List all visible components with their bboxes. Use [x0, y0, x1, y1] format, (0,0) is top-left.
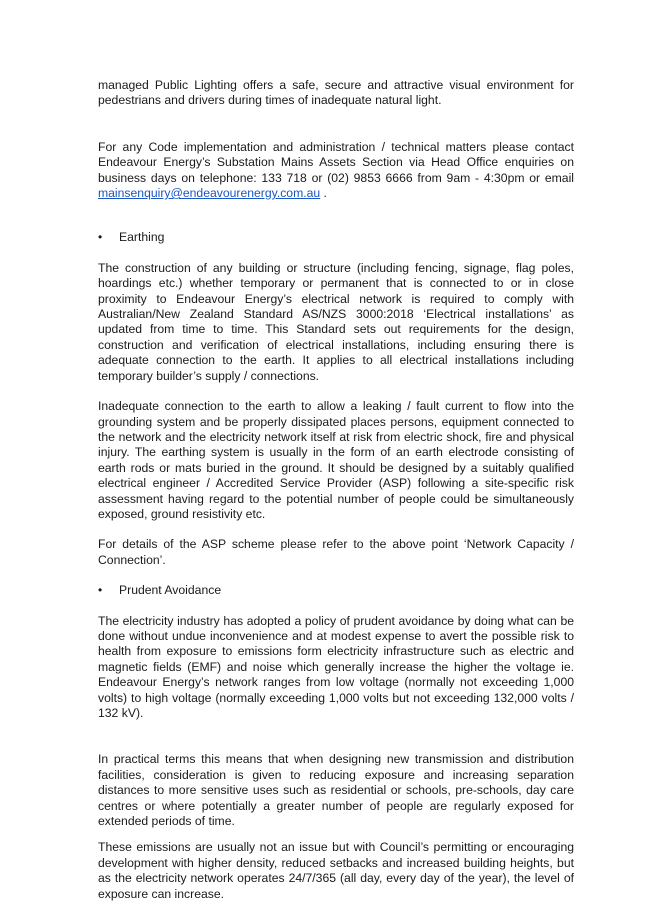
bullet-icon: •	[98, 230, 103, 245]
heading-prudent-avoidance: Prudent Avoidance	[119, 583, 222, 598]
paragraph-earthing-requirements: The construction of any building or structure (including fencing, signage, flag poles, hoardings etc.) whether temporary or permanent that is connected to or in close proximity to Endeavour Energy’s electrical network is required to comply with Australian/New Zealand Standard AS/NZS 3000:2018 ‘Electrical installations’ as updated from time to time. This Standard sets out requirements for the design, construction and verification of electrical installations, including ensuring there is adequate connection to the earth. It applies to all electrical installations including temporary builder’s supply / connections.	[98, 260, 574, 383]
spacer	[98, 109, 574, 140]
spacer	[98, 246, 574, 261]
spacer	[98, 522, 574, 537]
spacer	[98, 829, 574, 840]
paragraph-earthing-risk: Inadequate connection to the earth to allow a leaking / fault current to flow into the grounding system and be properly dissipated places persons, equipment connected to the network and the electricity network itself at risk from electric shock, fire and physical injury. The earthing system is usually in the form of an earth electrode consisting of earth rods or mats buried in the ground. It should be designed by a suitably qualified electrical engineer / Accredited Service Provider (ASP) following a site-specific risk assessment having regard to the potential number of people could be simultaneously exposed, ground resistivity etc.	[98, 399, 574, 521]
bullet-heading-earthing	[98, 230, 574, 245]
paragraph-asp-scheme: For details of the ASP scheme please refer to the above point ‘Network Capacity / Connection’.	[98, 537, 574, 567]
spacer	[98, 721, 574, 752]
paragraph-prudent-avoidance: The electricity industry has adopted a policy of prudent avoidance by doing what can be done without undue inconvenience and at modest expense to avert the possible risk to health from exposure to emissions form electricity infrastructure such as electric and magnetic fields (EMF) and noise which generally increase the higher the voltage ie. Endeavour Energy’s network ranges from low voltage (normally not exceeding 1,000 volts) to high voltage (normally exceeding 1,000 volts but not exceeding 132,000 volts / 132 kV).	[98, 613, 574, 720]
contact-text: For any Code implementation and administration / technical matters please contact Endeavour Energy’s Substation Mains Assets Section via Head Office enquiries on business days on telephone: 133 718 or (02) 9853 6666 from 9am - 4:30pm or email	[98, 139, 574, 185]
document-page	[98, 78, 574, 902]
paragraph-contact	[98, 140, 574, 202]
paragraph-practical-terms: In practical terms this means that when designing new transmission and distribution facilities, consideration is given to reducing exposure and increasing separation distances to more sensitive uses such as residential or schools, pre-schools, day care centres or where potentially a greater number of people are regularly exposed for extended periods of time.	[98, 752, 574, 829]
bullet-icon: •	[98, 583, 103, 598]
paragraph-emissions: These emissions are usually not an issue but with Council’s permitting or encouraging development with higher density, reduced setbacks and increased building heights, but as the electricity network operates 24/7/365 (all day, every day of the year), the level of exposure can increase.	[98, 840, 574, 901]
paragraph-public-lighting: managed Public Lighting offers a safe, secure and attractive visual environment for pedestrians and drivers during times of inadequate natural light.	[98, 78, 574, 108]
spacer	[98, 568, 574, 583]
heading-earthing: Earthing	[119, 230, 165, 245]
email-link[interactable]: mainsenquiry@endeavourenergy.com.au	[98, 186, 321, 201]
spacer	[98, 201, 574, 230]
bullet-heading-prudent-avoidance	[98, 583, 574, 598]
spacer	[98, 384, 574, 399]
spacer	[98, 599, 574, 614]
contact-tail: .	[320, 186, 327, 201]
